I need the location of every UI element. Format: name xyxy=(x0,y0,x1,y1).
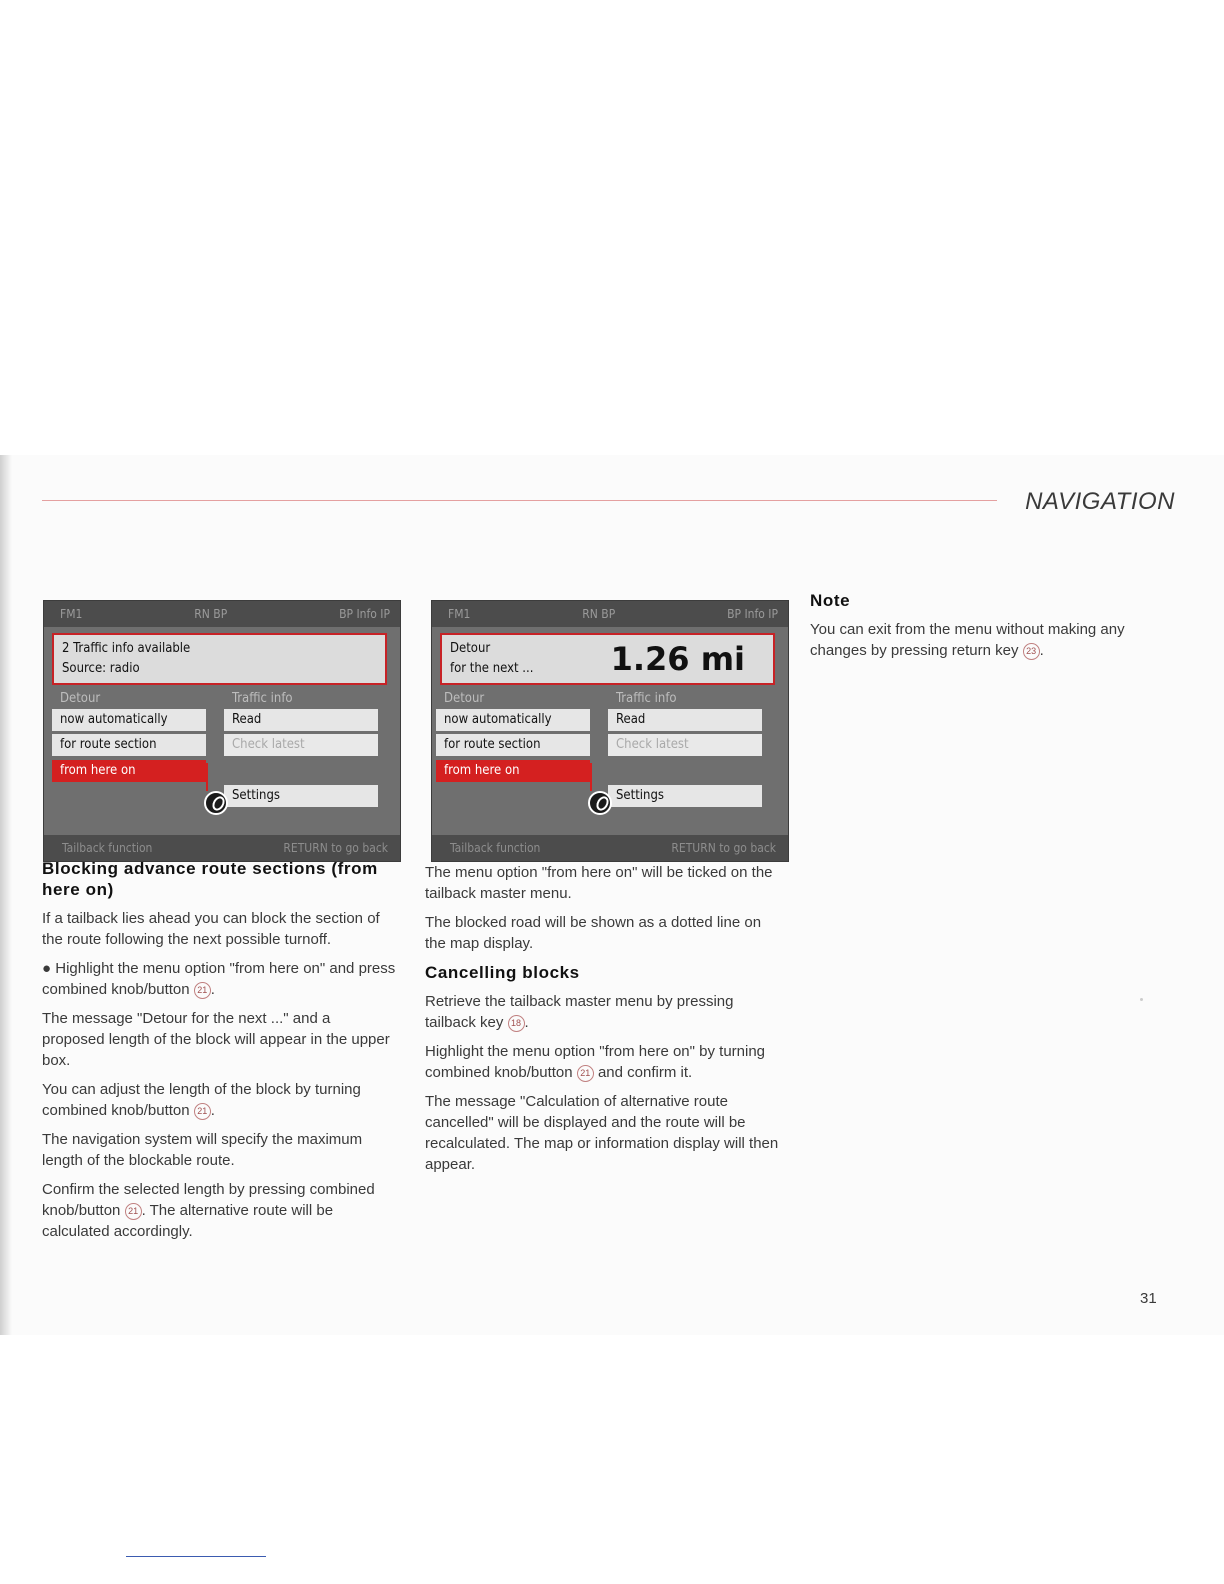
radio-info: BP Info IP xyxy=(727,607,778,621)
footer-return: RETURN to go back xyxy=(283,841,388,855)
radio-band: FM1 xyxy=(448,607,471,621)
detour-heading: Detour xyxy=(60,691,101,706)
radio-flags: RN BP xyxy=(582,607,616,621)
header-rule xyxy=(42,500,997,501)
paragraph: You can adjust the length of the block by turning combined knob/button 21 . xyxy=(42,1081,361,1119)
page-edge-shadow xyxy=(0,455,12,1335)
button-ref-icon: 23 xyxy=(1023,643,1040,660)
menu-now-automatically[interactable]: now automatically xyxy=(52,709,206,731)
screen-status-bar xyxy=(44,601,400,627)
footer-return: RETURN to go back xyxy=(671,841,776,855)
menu-for-route-section[interactable]: for route section xyxy=(52,734,206,756)
menu-check-latest[interactable]: Check latest xyxy=(608,734,762,756)
selection-leader xyxy=(590,763,592,791)
knob-icon xyxy=(204,791,228,815)
radio-band: FM1 xyxy=(60,607,83,621)
column-blocking xyxy=(42,858,396,1250)
paragraph: The menu option "from here on" will be ticked on the tailback master menu. xyxy=(425,864,773,902)
message-line-2: Source: radio xyxy=(62,661,140,676)
speck xyxy=(1140,998,1143,1001)
button-ref-icon: 21 xyxy=(194,982,211,999)
paragraph: Confirm the selected length by pressing combined knob/button 21 . The alternative route will be calculated accordingly. xyxy=(42,1181,375,1240)
footer-tailback-function: Tailback function xyxy=(62,841,153,855)
paragraph: The message "Calculation of alternative route cancelled" will be displayed and the route will be recalculated. The map or information display will then appear. xyxy=(425,1093,779,1173)
selection-leader xyxy=(206,763,208,791)
button-ref-icon: 21 xyxy=(577,1065,594,1082)
button-ref-icon: 18 xyxy=(508,1015,525,1032)
screen-status-bar xyxy=(432,601,788,627)
radio-info: BP Info IP xyxy=(339,607,390,621)
heading-note: Note xyxy=(810,591,851,610)
message-line-1: Detour xyxy=(450,641,491,656)
paragraph: Highlight the menu option "from here on" by turning combined knob/button 21 and confirm it. xyxy=(425,1043,766,1081)
menu-settings[interactable]: Settings xyxy=(608,785,762,807)
message-box xyxy=(52,633,387,685)
message-line-2: for the next ... xyxy=(450,661,534,676)
menu-settings[interactable]: Settings xyxy=(224,785,378,807)
message-box xyxy=(440,633,775,685)
heading-blocking: Blocking advance route sections (from here on) xyxy=(42,859,378,899)
menu-now-automatically[interactable]: now automatically xyxy=(436,709,590,731)
traffic-heading: Traffic info xyxy=(232,691,293,706)
paragraph: You can exit from the menu without making any changes by pressing return key 23 . xyxy=(810,621,1125,659)
menu-check-latest[interactable]: Check latest xyxy=(224,734,378,756)
paragraph: Retrieve the tailback master menu by pressing tailback key 18 . xyxy=(425,993,734,1031)
column-note xyxy=(810,590,1168,669)
detour-distance: 1.26 mi xyxy=(610,640,745,678)
paragraph: The message "Detour for the next ..." and a proposed length of the block will appear in the upper box. xyxy=(42,1010,390,1069)
page-number: 31 xyxy=(1140,1290,1157,1307)
menu-read[interactable]: Read xyxy=(224,709,378,731)
button-ref-icon: 21 xyxy=(194,1103,211,1120)
traffic-heading: Traffic info xyxy=(616,691,677,706)
bullet-instruction: ● Highlight the menu option "from here on" and press combined knob/button 21 . xyxy=(42,960,396,998)
paragraph: If a tailback lies ahead you can block the section of the route following the next possible turnoff. xyxy=(42,910,380,948)
screen-traffic-info xyxy=(43,600,401,862)
menu-for-route-section[interactable]: for route section xyxy=(436,734,590,756)
paragraph: The navigation system will specify the maximum length of the blockable route. xyxy=(42,1131,363,1169)
paragraph: The blocked road will be shown as a dotted line on the map display. xyxy=(425,914,762,952)
menu-read[interactable]: Read xyxy=(608,709,762,731)
menu-from-here-on[interactable]: from here on xyxy=(52,760,206,782)
footer-link-line xyxy=(126,1556,266,1557)
message-line-1: 2 Traffic info available xyxy=(62,641,191,656)
section-title: NAVIGATION xyxy=(1025,488,1175,515)
screen-detour xyxy=(431,600,789,862)
footer-tailback-function: Tailback function xyxy=(450,841,541,855)
screen-footer xyxy=(432,835,788,861)
knob-icon xyxy=(588,791,612,815)
column-cancelling xyxy=(425,862,779,1183)
detour-heading: Detour xyxy=(444,691,485,706)
heading-cancelling: Cancelling blocks xyxy=(425,963,580,982)
radio-flags: RN BP xyxy=(194,607,228,621)
menu-from-here-on[interactable]: from here on xyxy=(436,760,590,782)
button-ref-icon: 21 xyxy=(125,1203,142,1220)
